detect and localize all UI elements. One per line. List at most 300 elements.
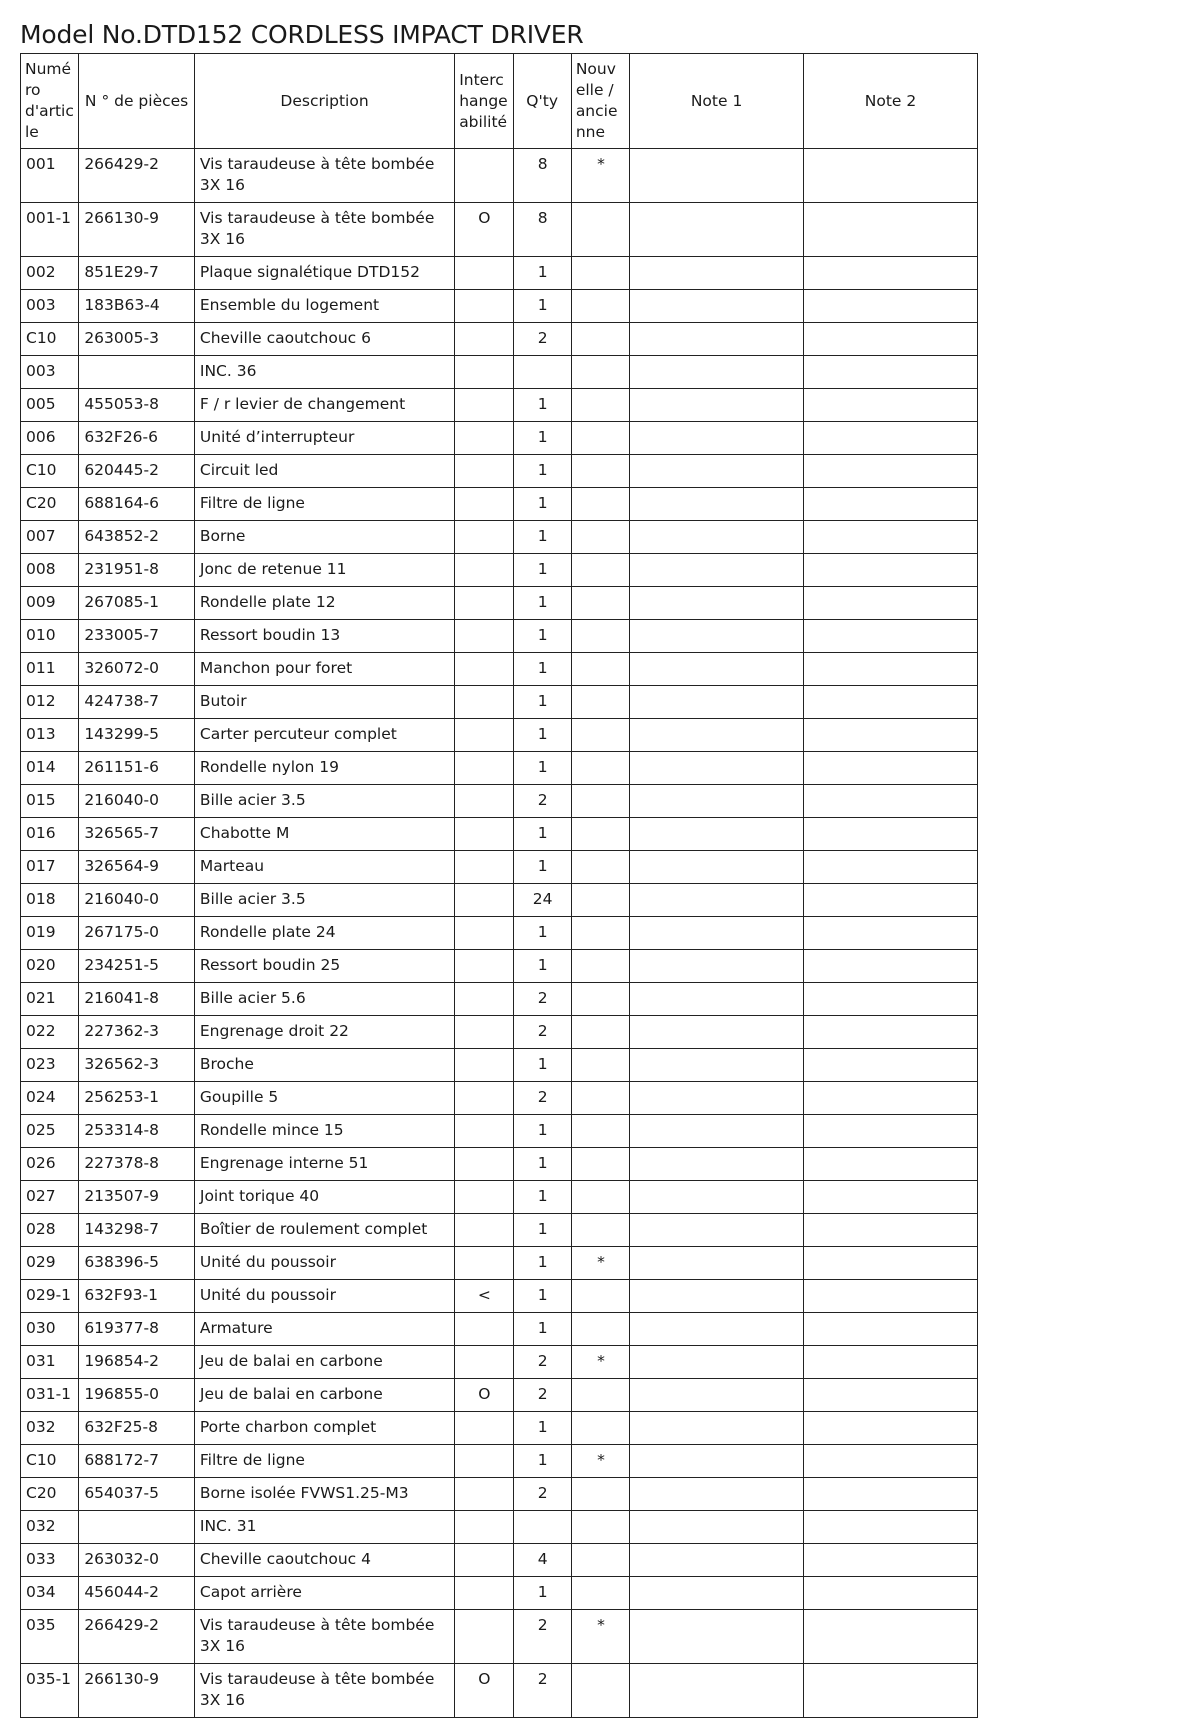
cell-item-number: 035 (21, 1610, 79, 1664)
table-row (21, 1181, 978, 1214)
cell-quantity (513, 1511, 571, 1544)
cell-note-1 (630, 884, 804, 917)
cell-description: Bille acier 3.5 (194, 785, 454, 818)
cell-quantity: 1 (513, 1181, 571, 1214)
cell-interchangeability (455, 1082, 513, 1115)
cell-part-number: 263032-0 (79, 1544, 195, 1577)
cell-new-old (571, 653, 629, 686)
cell-note-2 (804, 1247, 978, 1280)
table-row (21, 950, 978, 983)
cell-note-2 (804, 1346, 978, 1379)
cell-interchangeability (455, 1313, 513, 1346)
cell-item-number: 013 (21, 719, 79, 752)
cell-quantity: 1 (513, 653, 571, 686)
cell-description: Borne isolée FVWS1.25-M3 (194, 1478, 454, 1511)
cell-description: Vis taraudeuse à tête bombée 3X 16 (194, 203, 454, 257)
cell-part-number: 638396-5 (79, 1247, 195, 1280)
table-row (21, 1544, 978, 1577)
cell-note-1 (630, 983, 804, 1016)
cell-interchangeability (455, 917, 513, 950)
cell-part-number: 227378-8 (79, 1148, 195, 1181)
cell-interchangeability (455, 1511, 513, 1544)
table-row (21, 1346, 978, 1379)
cell-description: Filtre de ligne (194, 1445, 454, 1478)
cell-interchangeability: O (455, 203, 513, 257)
cell-item-number: 019 (21, 917, 79, 950)
cell-part-number: 196854-2 (79, 1346, 195, 1379)
cell-note-1 (630, 455, 804, 488)
cell-interchangeability (455, 587, 513, 620)
cell-new-old: * (571, 149, 629, 203)
cell-new-old (571, 983, 629, 1016)
cell-note-2 (804, 1148, 978, 1181)
table-row (21, 1115, 978, 1148)
cell-interchangeability (455, 1115, 513, 1148)
cell-note-1 (630, 1577, 804, 1610)
cell-description: Marteau (194, 851, 454, 884)
header-description: Description (194, 54, 454, 149)
cell-note-2 (804, 818, 978, 851)
cell-note-1 (630, 1379, 804, 1412)
cell-note-2 (804, 884, 978, 917)
cell-interchangeability (455, 1214, 513, 1247)
cell-interchangeability (455, 389, 513, 422)
table-row (21, 422, 978, 455)
cell-item-number: 011 (21, 653, 79, 686)
cell-note-2 (804, 785, 978, 818)
cell-note-2 (804, 620, 978, 653)
table-row (21, 323, 978, 356)
cell-item-number: 023 (21, 1049, 79, 1082)
cell-item-number: 005 (21, 389, 79, 422)
cell-note-2 (804, 203, 978, 257)
cell-description: Unité d’interrupteur (194, 422, 454, 455)
cell-description: Jeu de balai en carbone (194, 1346, 454, 1379)
cell-item-number: 020 (21, 950, 79, 983)
cell-note-1 (630, 1610, 804, 1664)
table-row (21, 203, 978, 257)
cell-part-number: 263005-3 (79, 323, 195, 356)
cell-interchangeability (455, 653, 513, 686)
cell-note-1 (630, 1445, 804, 1478)
cell-part-number: 183B63-4 (79, 290, 195, 323)
table-row (21, 1016, 978, 1049)
cell-note-1 (630, 917, 804, 950)
cell-description: Vis taraudeuse à tête bombée 3X 16 (194, 1664, 454, 1718)
cell-description: Plaque signalétique DTD152 (194, 257, 454, 290)
cell-interchangeability (455, 149, 513, 203)
cell-interchangeability (455, 1247, 513, 1280)
cell-note-1 (630, 1016, 804, 1049)
table-row (21, 587, 978, 620)
cell-part-number: 688172-7 (79, 1445, 195, 1478)
cell-note-2 (804, 983, 978, 1016)
cell-quantity: 1 (513, 752, 571, 785)
cell-interchangeability (455, 1544, 513, 1577)
cell-note-2 (804, 1577, 978, 1610)
cell-interchangeability: < (455, 1280, 513, 1313)
cell-quantity: 1 (513, 1445, 571, 1478)
cell-note-1 (630, 1478, 804, 1511)
cell-item-number: 002 (21, 257, 79, 290)
cell-note-1 (630, 785, 804, 818)
cell-quantity: 1 (513, 455, 571, 488)
cell-description: Circuit led (194, 455, 454, 488)
cell-note-2 (804, 455, 978, 488)
cell-part-number: 216040-0 (79, 884, 195, 917)
cell-part-number: 216041-8 (79, 983, 195, 1016)
cell-note-2 (804, 1511, 978, 1544)
cell-interchangeability (455, 488, 513, 521)
cell-note-2 (804, 1664, 978, 1718)
cell-description: Cheville caoutchouc 4 (194, 1544, 454, 1577)
cell-part-number: 456044-2 (79, 1577, 195, 1610)
header-note-2: Note 2 (804, 54, 978, 149)
cell-interchangeability: O (455, 1664, 513, 1718)
cell-interchangeability (455, 1478, 513, 1511)
cell-quantity: 1 (513, 917, 571, 950)
cell-note-2 (804, 149, 978, 203)
cell-item-number: 001-1 (21, 203, 79, 257)
cell-item-number: 018 (21, 884, 79, 917)
cell-quantity: 2 (513, 323, 571, 356)
cell-description: Rondelle mince 15 (194, 1115, 454, 1148)
cell-description: Porte charbon complet (194, 1412, 454, 1445)
cell-quantity: 4 (513, 1544, 571, 1577)
cell-new-old (571, 1511, 629, 1544)
cell-interchangeability (455, 554, 513, 587)
cell-note-1 (630, 290, 804, 323)
cell-note-2 (804, 719, 978, 752)
cell-part-number: 326072-0 (79, 653, 195, 686)
cell-part-number: 227362-3 (79, 1016, 195, 1049)
table-row (21, 686, 978, 719)
cell-description: Jeu de balai en carbone (194, 1379, 454, 1412)
table-row (21, 851, 978, 884)
cell-note-2 (804, 1049, 978, 1082)
cell-note-2 (804, 488, 978, 521)
cell-note-2 (804, 1016, 978, 1049)
cell-new-old (571, 554, 629, 587)
cell-interchangeability (455, 950, 513, 983)
cell-note-1 (630, 1214, 804, 1247)
cell-quantity: 2 (513, 983, 571, 1016)
cell-note-1 (630, 752, 804, 785)
cell-quantity: 8 (513, 203, 571, 257)
cell-note-2 (804, 521, 978, 554)
cell-quantity: 2 (513, 785, 571, 818)
table-row (21, 1379, 978, 1412)
cell-new-old (571, 1544, 629, 1577)
cell-description: INC. 36 (194, 356, 454, 389)
cell-item-number: 009 (21, 587, 79, 620)
cell-interchangeability (455, 455, 513, 488)
cell-description: Rondelle nylon 19 (194, 752, 454, 785)
cell-new-old (571, 356, 629, 389)
cell-note-2 (804, 290, 978, 323)
cell-part-number: 632F93-1 (79, 1280, 195, 1313)
cell-note-2 (804, 323, 978, 356)
cell-part-number: 143298-7 (79, 1214, 195, 1247)
cell-note-1 (630, 257, 804, 290)
cell-item-number: 017 (21, 851, 79, 884)
cell-note-1 (630, 422, 804, 455)
cell-part-number: 326564-9 (79, 851, 195, 884)
cell-quantity: 2 (513, 1610, 571, 1664)
table-row (21, 1280, 978, 1313)
table-row (21, 1478, 978, 1511)
cell-item-number: 033 (21, 1544, 79, 1577)
cell-quantity: 2 (513, 1664, 571, 1718)
cell-item-number: 008 (21, 554, 79, 587)
cell-note-2 (804, 917, 978, 950)
cell-item-number: 025 (21, 1115, 79, 1148)
table-row (21, 290, 978, 323)
table-row (21, 455, 978, 488)
table-row (21, 983, 978, 1016)
cell-new-old (571, 1412, 629, 1445)
table-row (21, 818, 978, 851)
cell-quantity: 2 (513, 1379, 571, 1412)
cell-item-number: 031-1 (21, 1379, 79, 1412)
cell-interchangeability (455, 521, 513, 554)
cell-new-old (571, 587, 629, 620)
cell-description: Butoir (194, 686, 454, 719)
cell-new-old (571, 488, 629, 521)
cell-note-1 (630, 1511, 804, 1544)
cell-note-2 (804, 587, 978, 620)
cell-quantity: 1 (513, 488, 571, 521)
cell-part-number: 326562-3 (79, 1049, 195, 1082)
cell-note-1 (630, 1082, 804, 1115)
cell-quantity: 1 (513, 587, 571, 620)
cell-note-1 (630, 719, 804, 752)
cell-new-old: * (571, 1445, 629, 1478)
cell-description: Engrenage interne 51 (194, 1148, 454, 1181)
cell-note-1 (630, 1346, 804, 1379)
cell-part-number: 643852-2 (79, 521, 195, 554)
cell-new-old (571, 917, 629, 950)
cell-interchangeability (455, 785, 513, 818)
cell-description: Broche (194, 1049, 454, 1082)
cell-quantity: 1 (513, 422, 571, 455)
cell-note-1 (630, 488, 804, 521)
table-row (21, 554, 978, 587)
cell-part-number: 196855-0 (79, 1379, 195, 1412)
cell-note-1 (630, 818, 804, 851)
cell-note-1 (630, 1181, 804, 1214)
document-title: Model No.DTD152 CORDLESS IMPACT DRIVER (20, 20, 584, 49)
cell-part-number: 455053-8 (79, 389, 195, 422)
table-row (21, 1445, 978, 1478)
cell-interchangeability (455, 983, 513, 1016)
cell-note-1 (630, 1412, 804, 1445)
cell-item-number: 028 (21, 1214, 79, 1247)
cell-note-2 (804, 356, 978, 389)
cell-new-old (571, 1148, 629, 1181)
cell-description: Bille acier 3.5 (194, 884, 454, 917)
cell-note-1 (630, 521, 804, 554)
cell-description: Capot arrière (194, 1577, 454, 1610)
cell-new-old (571, 290, 629, 323)
cell-description: Armature (194, 1313, 454, 1346)
cell-item-number: 027 (21, 1181, 79, 1214)
cell-new-old (571, 1115, 629, 1148)
cell-item-number: 034 (21, 1577, 79, 1610)
cell-note-1 (630, 1664, 804, 1718)
cell-note-2 (804, 1082, 978, 1115)
cell-description: Filtre de ligne (194, 488, 454, 521)
cell-description: Ressort boudin 25 (194, 950, 454, 983)
table-row (21, 257, 978, 290)
cell-part-number: 234251-5 (79, 950, 195, 983)
table-row (21, 1610, 978, 1664)
cell-new-old (571, 818, 629, 851)
cell-note-2 (804, 1181, 978, 1214)
cell-item-number: 032 (21, 1412, 79, 1445)
cell-item-number: 006 (21, 422, 79, 455)
cell-part-number: 216040-0 (79, 785, 195, 818)
cell-part-number: 256253-1 (79, 1082, 195, 1115)
cell-item-number: C10 (21, 1445, 79, 1478)
cell-new-old (571, 686, 629, 719)
cell-new-old (571, 1313, 629, 1346)
cell-interchangeability (455, 1016, 513, 1049)
cell-item-number: 012 (21, 686, 79, 719)
cell-new-old (571, 257, 629, 290)
cell-note-1 (630, 554, 804, 587)
cell-note-1 (630, 323, 804, 356)
cell-quantity: 2 (513, 1082, 571, 1115)
header-note-1: Note 1 (630, 54, 804, 149)
cell-note-1 (630, 851, 804, 884)
cell-item-number: 030 (21, 1313, 79, 1346)
cell-note-2 (804, 851, 978, 884)
table-row (21, 1049, 978, 1082)
cell-quantity: 2 (513, 1346, 571, 1379)
table-row (21, 620, 978, 653)
table-row (21, 488, 978, 521)
cell-quantity: 1 (513, 257, 571, 290)
cell-quantity: 1 (513, 1577, 571, 1610)
cell-note-1 (630, 1148, 804, 1181)
cell-new-old (571, 1577, 629, 1610)
table-row (21, 1664, 978, 1718)
cell-new-old (571, 1280, 629, 1313)
cell-description: Cheville caoutchouc 6 (194, 323, 454, 356)
cell-new-old (571, 785, 629, 818)
cell-new-old (571, 422, 629, 455)
cell-note-2 (804, 1478, 978, 1511)
cell-item-number: 015 (21, 785, 79, 818)
table-row (21, 1412, 978, 1445)
cell-item-number: 007 (21, 521, 79, 554)
table-row (21, 653, 978, 686)
table-row (21, 389, 978, 422)
cell-part-number: 326565-7 (79, 818, 195, 851)
cell-description: Ensemble du logement (194, 290, 454, 323)
cell-quantity (513, 356, 571, 389)
cell-new-old (571, 1016, 629, 1049)
cell-part-number: 253314-8 (79, 1115, 195, 1148)
table-row (21, 1577, 978, 1610)
cell-quantity: 8 (513, 149, 571, 203)
cell-note-1 (630, 587, 804, 620)
cell-description: Chabotte M (194, 818, 454, 851)
table-row (21, 1313, 978, 1346)
cell-new-old (571, 521, 629, 554)
cell-note-2 (804, 389, 978, 422)
cell-new-old (571, 1478, 629, 1511)
cell-description: Unité du poussoir (194, 1247, 454, 1280)
cell-interchangeability: O (455, 1379, 513, 1412)
cell-item-number: 031 (21, 1346, 79, 1379)
cell-part-number: 266429-2 (79, 1610, 195, 1664)
table-row (21, 356, 978, 389)
cell-item-number: 032 (21, 1511, 79, 1544)
cell-note-1 (630, 149, 804, 203)
table-row (21, 1214, 978, 1247)
cell-description: Boîtier de roulement complet (194, 1214, 454, 1247)
table-row (21, 719, 978, 752)
cell-note-1 (630, 356, 804, 389)
cell-part-number: 231951-8 (79, 554, 195, 587)
header-quantity: Q'ty (513, 54, 571, 149)
cell-quantity: 1 (513, 686, 571, 719)
cell-description: Joint torique 40 (194, 1181, 454, 1214)
cell-interchangeability (455, 1181, 513, 1214)
cell-note-1 (630, 389, 804, 422)
cell-note-2 (804, 1313, 978, 1346)
cell-new-old (571, 719, 629, 752)
cell-part-number: 143299-5 (79, 719, 195, 752)
table-row (21, 1511, 978, 1544)
cell-quantity: 1 (513, 290, 571, 323)
cell-quantity: 1 (513, 851, 571, 884)
cell-interchangeability (455, 1346, 513, 1379)
header-new-old: Nouvelle / ancienne (571, 54, 629, 149)
cell-note-1 (630, 1115, 804, 1148)
cell-note-2 (804, 1280, 978, 1313)
cell-note-2 (804, 752, 978, 785)
cell-interchangeability (455, 719, 513, 752)
cell-interchangeability (455, 620, 513, 653)
cell-quantity: 1 (513, 620, 571, 653)
cell-note-2 (804, 1544, 978, 1577)
cell-new-old (571, 620, 629, 653)
cell-quantity: 24 (513, 884, 571, 917)
cell-interchangeability (455, 1577, 513, 1610)
cell-interchangeability (455, 1610, 513, 1664)
cell-note-2 (804, 653, 978, 686)
cell-description: Rondelle plate 24 (194, 917, 454, 950)
cell-interchangeability (455, 257, 513, 290)
cell-part-number: 654037-5 (79, 1478, 195, 1511)
cell-item-number: 001 (21, 149, 79, 203)
cell-item-number: C10 (21, 455, 79, 488)
cell-item-number: C20 (21, 488, 79, 521)
header-row (21, 54, 978, 149)
cell-note-2 (804, 1214, 978, 1247)
cell-quantity: 1 (513, 1412, 571, 1445)
cell-part-number: 632F25-8 (79, 1412, 195, 1445)
cell-note-2 (804, 1115, 978, 1148)
cell-note-2 (804, 554, 978, 587)
cell-description: INC. 31 (194, 1511, 454, 1544)
cell-quantity: 1 (513, 950, 571, 983)
cell-new-old (571, 389, 629, 422)
cell-note-1 (630, 1247, 804, 1280)
